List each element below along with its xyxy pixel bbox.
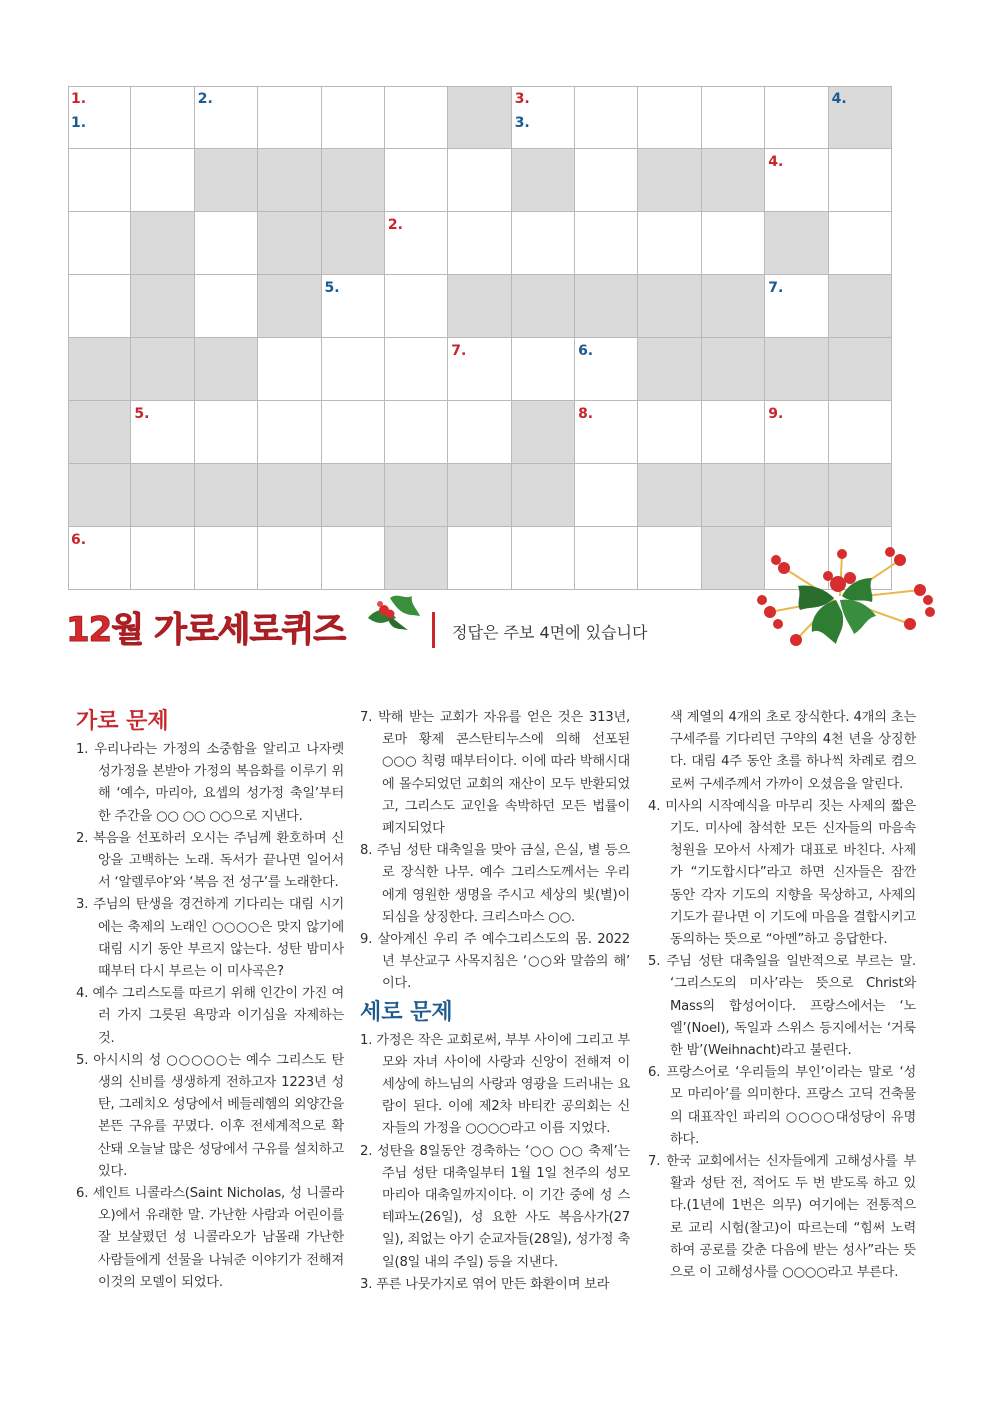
holly-berries-icon bbox=[750, 540, 938, 652]
crossword-blocked-cell bbox=[384, 526, 448, 590]
crossword-blocked-cell bbox=[257, 274, 321, 338]
down-clue: 7. 한국 교회에서는 신자들에게 고해성사를 부활과 성탄 전, 적어도 두 번 받도록 하고 있다.(1년에 1번은 의무) 여기에는 전통적으로 교리 시험(찰고)이 따르는데 “힘써 노력하여 공로를 갖춘 다음에 받는 성사”라는 뜻으로 이 고해성사를 ○○○○라고 부른다. bbox=[648, 1154, 916, 1281]
across-clue: 1. 우리나라는 가정의 소중함을 알리고 나자렛 성가정을 본받아 가정의 복음화를 이루기 위해 ‘예수, 마리아, 요셉의 성가정 축일’부터 한 주간을 ○○ ○○ ○○으로 지낸다. bbox=[76, 742, 344, 824]
crossword-cell[interactable] bbox=[321, 526, 385, 590]
crossword-blocked-cell bbox=[764, 211, 828, 275]
crossword-blocked-cell bbox=[194, 463, 258, 527]
crossword-grid bbox=[68, 86, 892, 590]
across-clue: 5. 아시시의 성 ○○○○○는 예수 그리스도 탄생의 신비를 생생하게 전하고자 1223년 성탄, 그레치오 성당에서 베들레헴의 외양간을 본뜬 구유를 꾸몄다. 이후 전세계적으로 확산돼 오늘날 많은 성당에서 구유를 설치하고 있다. bbox=[76, 1052, 344, 1179]
crossword-blocked-cell bbox=[68, 463, 131, 527]
crossword-cell[interactable] bbox=[828, 211, 892, 275]
crossword-blocked-cell bbox=[511, 148, 575, 212]
down-clue-continued: 색 계열의 4개의 초로 장식한다. 4개의 초는 구세주를 기다리던 구약의 4천 년을 상징한다. 대림 4주 동안 초를 하나씩 차례로 켬으로써 구세주께서 가까이 오셨음을 알린다. bbox=[670, 710, 916, 792]
crossword-blocked-cell bbox=[511, 274, 575, 338]
crossword-cell[interactable] bbox=[68, 211, 131, 275]
crossword-blocked-cell bbox=[321, 211, 385, 275]
crossword-blocked-cell bbox=[637, 337, 701, 401]
across-column bbox=[76, 707, 344, 1294]
crossword-cell[interactable] bbox=[257, 86, 321, 149]
crossword-blocked-cell bbox=[257, 211, 321, 275]
down-title: 세로 문제 bbox=[360, 999, 453, 1025]
crossword-cell[interactable] bbox=[447, 148, 511, 212]
crossword-cell[interactable] bbox=[321, 337, 385, 401]
across-clue: 6. 세인트 니콜라스(Saint Nicholas, 성 니콜라오)에서 유래한 말. 가난한 사람과 어린이를 잘 보살폈던 성 니콜라오가 남몰래 가난한 사람들에게 선물을 나눠준 이야기가 전해져 이것의 모델이 되었다. bbox=[76, 1186, 344, 1290]
crossword-blocked-cell bbox=[194, 337, 258, 401]
crossword-cell[interactable] bbox=[194, 211, 258, 275]
crossword-cell[interactable] bbox=[130, 526, 194, 590]
crossword-blocked-cell bbox=[68, 400, 131, 464]
crossword-blocked-cell bbox=[321, 463, 385, 527]
crossword-cell[interactable] bbox=[384, 86, 448, 149]
page-title: 12월 가로세로퀴즈 bbox=[66, 610, 346, 650]
crossword-cell[interactable] bbox=[384, 274, 448, 338]
crossword-blocked-cell bbox=[828, 274, 892, 338]
clue-number: 7. bbox=[451, 343, 467, 359]
clue-number: 7. bbox=[768, 280, 784, 296]
crossword-blocked-cell bbox=[828, 337, 892, 401]
crossword-cell[interactable] bbox=[574, 148, 638, 212]
crossword-blocked-cell bbox=[384, 463, 448, 527]
crossword-blocked-cell bbox=[130, 463, 194, 527]
crossword-cell[interactable] bbox=[828, 400, 892, 464]
crossword-cell[interactable] bbox=[321, 400, 385, 464]
across-clue: 8. 주님 성탄 대축일을 맞아 금실, 은실, 별 등으로 장식한 나무. 예수 그리스도께서는 우리에게 영원한 생명을 주시고 세상의 빛(별)이 되심을 상징한다. 크리스마스 ○○. bbox=[360, 843, 630, 925]
crossword-blocked-cell bbox=[447, 463, 511, 527]
across-clue: 4. 예수 그리스도를 따르기 위해 인간이 가진 여러 가지 그릇된 욕망과 이기심을 자제하는 것. bbox=[76, 986, 344, 1046]
crossword-cell[interactable] bbox=[701, 400, 765, 464]
crossword-blocked-cell bbox=[701, 148, 765, 212]
clue-number: 5. bbox=[134, 406, 150, 422]
crossword-blocked-cell bbox=[130, 211, 194, 275]
crossword-blocked-cell bbox=[637, 148, 701, 212]
down-clue: 4. 미사의 시작예식을 마무리 짓는 사제의 짧은 기도. 미사에 참석한 모든 신자들의 마음속 청원을 모아서 사제가 대표로 바친다. 사제가 “기도합시다”라고 하면 신자들은 잠깐 동안 각자 기도의 지향을 묵상하고, 사제의 기도가 끝나면 이 기도에 마음을 결합시키고 동의하는 뜻으로 “아멘”하고 응답한다. bbox=[648, 798, 916, 948]
crossword-blocked-cell bbox=[828, 463, 892, 527]
crossword-blocked-cell bbox=[321, 148, 385, 212]
crossword-cell[interactable] bbox=[194, 526, 258, 590]
clue-number: 3. bbox=[514, 91, 530, 107]
down-clue: 6. 프랑스어로 ‘우리들의 부인’이라는 말로 ‘성모 마리아’를 의미한다. 프랑스 고딕 건축물의 대표작인 파리의 ○○○○대성당이 유명하다. bbox=[648, 1065, 916, 1147]
crossword-blocked-cell bbox=[574, 274, 638, 338]
crossword-blocked-cell bbox=[447, 86, 511, 149]
crossword-cell[interactable] bbox=[68, 274, 131, 338]
crossword-cell[interactable] bbox=[511, 337, 575, 401]
clue-number: 3. bbox=[514, 115, 530, 131]
crossword-cell[interactable] bbox=[701, 86, 765, 149]
clue-number: 1. bbox=[71, 115, 87, 131]
across-clue: 7. 박해 받는 교회가 자유를 얻은 것은 313년, 로마 황제 콘스탄티누스에 의해 선포된 ○○○ 칙령 때부터이다. 이에 따라 박해시대에 몰수되었던 교회의 재산이 모두 반환되었고, 그리스도 교인을 속박하던 모든 법률이 폐지되었다 bbox=[360, 710, 630, 837]
down-clue: 1. 가정은 작은 교회로써, 부부 사이에 그리고 부모와 자녀 사이에 사랑과 신앙이 전해져 이 세상에 하느님의 사랑과 영광을 드러내는 요람이 된다. 이에 제2차 바티칸 공의회는 신자들의 가정을 ○○○○라고 이름 지었다. bbox=[360, 1032, 630, 1137]
crossword-cell[interactable] bbox=[257, 337, 321, 401]
title-divider bbox=[432, 612, 435, 648]
crossword-blocked-cell bbox=[637, 463, 701, 527]
clue-number: 9. bbox=[768, 406, 784, 422]
clue-number: 5. bbox=[324, 280, 340, 296]
clue-number: 1. bbox=[71, 91, 87, 107]
crossword-cell[interactable] bbox=[321, 86, 385, 149]
crossword-cell[interactable] bbox=[194, 274, 258, 338]
crossword-blocked-cell bbox=[130, 337, 194, 401]
crossword-cell[interactable] bbox=[384, 148, 448, 212]
down-clue: 3. 푸른 나뭇가지로 엮어 만든 화환이며 보라 bbox=[360, 1276, 610, 1292]
crossword-blocked-cell bbox=[637, 274, 701, 338]
crossword-cell[interactable] bbox=[574, 526, 638, 590]
crossword-cell[interactable] bbox=[764, 86, 828, 149]
across-title: 가로 문제 bbox=[76, 709, 169, 734]
crossword-cell[interactable] bbox=[511, 211, 575, 275]
across-clue: 9. 살아계신 우리 주 예수그리스도의 몸. 2022년 부산교구 사목지침은 ‘○○와 말씀의 해’ 이다. bbox=[360, 932, 630, 992]
crossword-cell[interactable] bbox=[257, 526, 321, 590]
crossword-blocked-cell bbox=[701, 463, 765, 527]
crossword-cell[interactable] bbox=[701, 211, 765, 275]
crossword-blocked-cell bbox=[701, 337, 765, 401]
down-clue: 5. 주님 성탄 대축일을 일반적으로 부르는 말. ‘그리스도의 미사’라는 뜻으로 Christ와 Mass의 합성어이다. 프랑스에서는 ‘노엘’(Noel), 독일과 스위스 등지에서는 ‘거룩한 밤’(Weihnacht)라고 불린다. bbox=[648, 954, 916, 1059]
clue-number: 2. bbox=[387, 217, 403, 233]
crossword-cell[interactable] bbox=[447, 400, 511, 464]
crossword-blocked-cell bbox=[511, 400, 575, 464]
crossword-cell[interactable] bbox=[447, 526, 511, 590]
crossword-blocked-cell bbox=[447, 274, 511, 338]
crossword-cell[interactable] bbox=[637, 400, 701, 464]
crossword-cell[interactable] bbox=[574, 463, 638, 527]
crossword-cell[interactable] bbox=[637, 86, 701, 149]
down-column bbox=[648, 707, 916, 1284]
crossword-cell[interactable] bbox=[828, 148, 892, 212]
crossword-cell[interactable] bbox=[384, 400, 448, 464]
crossword-cell[interactable] bbox=[130, 148, 194, 212]
clue-number: 4. bbox=[768, 154, 784, 170]
crossword-cell[interactable] bbox=[574, 211, 638, 275]
answer-note: 정답은 주보 4면에 있습니다 bbox=[452, 623, 648, 642]
crossword-blocked-cell bbox=[257, 148, 321, 212]
crossword-cell[interactable] bbox=[637, 211, 701, 275]
crossword-blocked-cell bbox=[130, 274, 194, 338]
crossword-blocked-cell bbox=[511, 463, 575, 527]
clue-number: 2. bbox=[197, 91, 213, 107]
crossword-cell[interactable] bbox=[257, 400, 321, 464]
crossword-blocked-cell bbox=[701, 274, 765, 338]
holly-icon bbox=[360, 588, 424, 634]
clue-number: 4. bbox=[831, 91, 847, 107]
crossword-cell[interactable] bbox=[447, 211, 511, 275]
crossword-cell[interactable] bbox=[637, 526, 701, 590]
across-clue: 2. 복음을 선포하러 오시는 주님께 환호하며 신앙을 고백하는 노래. 독서가 끝나면 일어서서 ‘알렐루야’와 ‘복음 전 성구’를 노래한다. bbox=[76, 830, 344, 891]
crossword-cell[interactable] bbox=[511, 526, 575, 590]
clue-number: 6. bbox=[71, 532, 87, 548]
clue-number: 8. bbox=[578, 406, 594, 422]
crossword-cell[interactable] bbox=[130, 86, 194, 149]
crossword-blocked-cell bbox=[257, 463, 321, 527]
crossword-cell[interactable] bbox=[574, 86, 638, 149]
mixed-column bbox=[360, 707, 630, 1296]
across-clue: 3. 주님의 탄생을 경건하게 기다리는 대림 시기에는 축제의 노래인 ○○○○은 맞지 않기에 대림 시기 동안 부르지 않는다. 성탄 밤미사 때부터 다시 부르는 이 미사곡은? bbox=[76, 897, 344, 980]
crossword-cell[interactable] bbox=[384, 337, 448, 401]
crossword-blocked-cell bbox=[194, 148, 258, 212]
clue-number: 6. bbox=[578, 343, 594, 359]
crossword-cell[interactable] bbox=[194, 400, 258, 464]
crossword-blocked-cell bbox=[764, 337, 828, 401]
crossword-blocked-cell bbox=[764, 463, 828, 527]
down-clue: 2. 성탄을 8일동안 경축하는 ‘○○ ○○ 축제’는 주님 성탄 대축일부터 1월 1일 천주의 성모 마리아 대축일까지이다. 이 기간 중에 성 스테파노(26일), 성 요한 사도 복음사가(27일), 죄없는 아기 순교자들(28일), 성가정 축일(8일 내의 주일) 등을 지낸다. bbox=[360, 1143, 630, 1270]
crossword-cell[interactable] bbox=[68, 148, 131, 212]
crossword-blocked-cell bbox=[68, 337, 131, 401]
